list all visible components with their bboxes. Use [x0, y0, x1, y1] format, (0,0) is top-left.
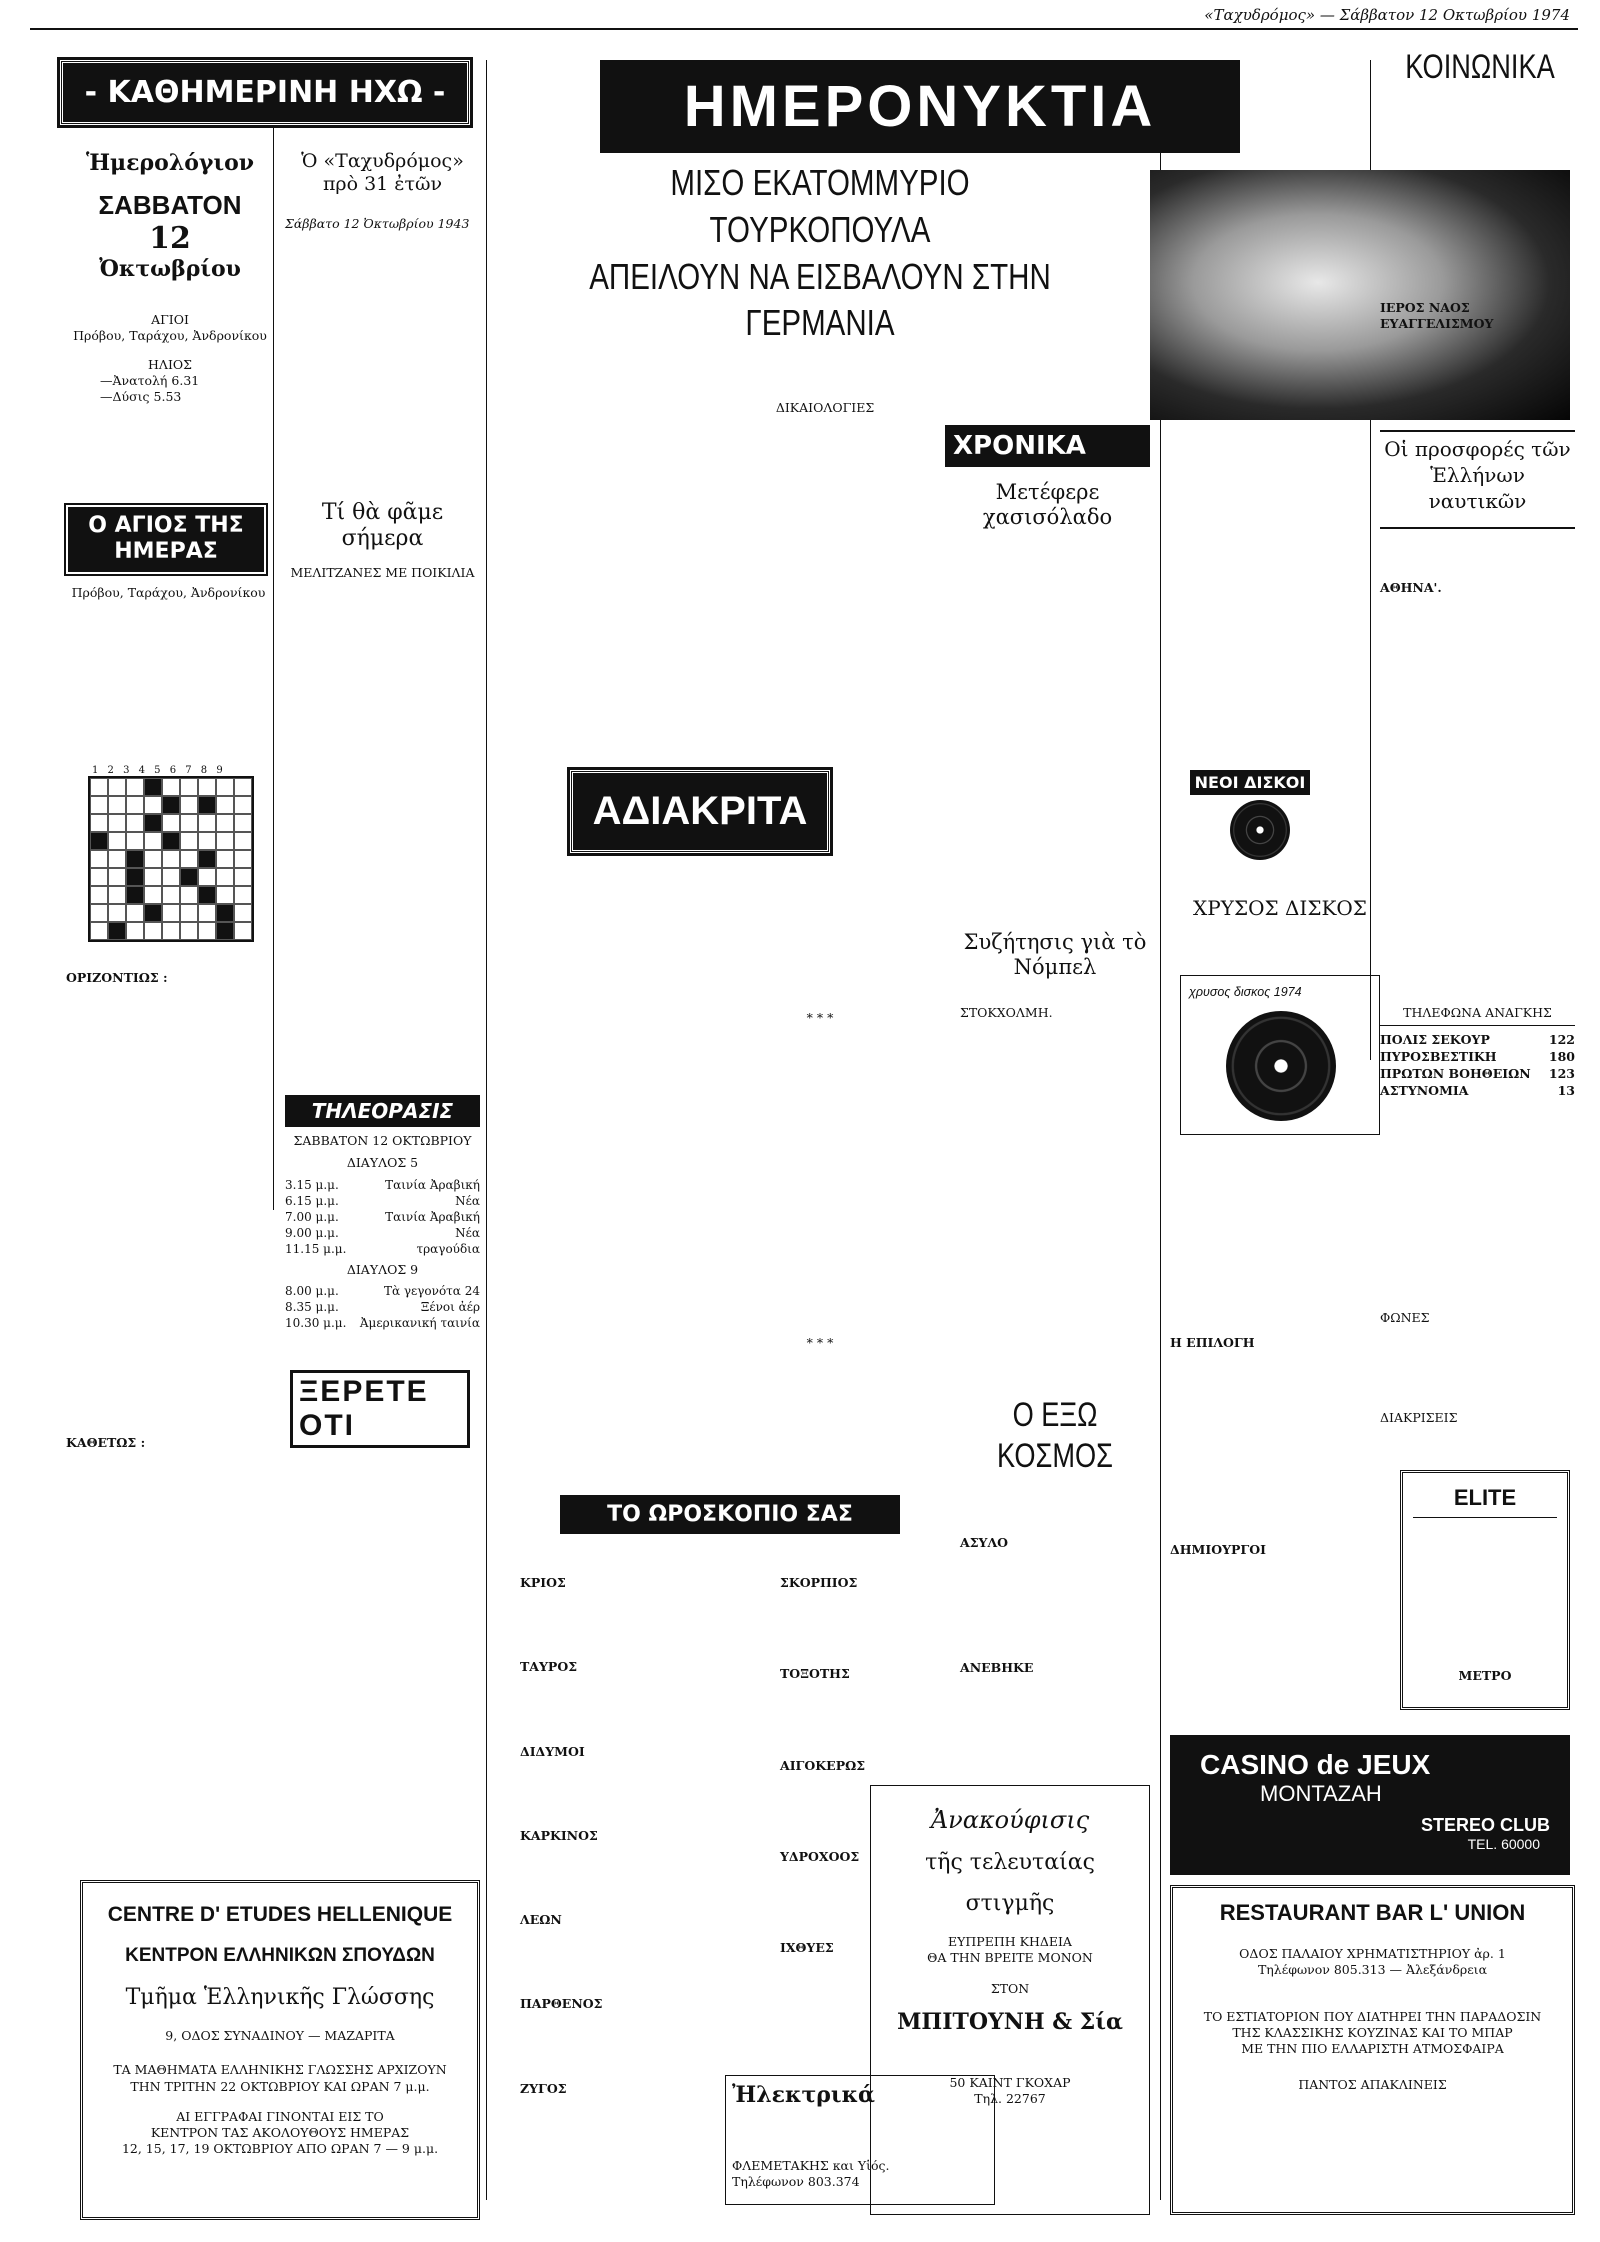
restaurant-ad — [1170, 1885, 1575, 2215]
tv-time: 10.30 μ.μ. — [285, 1315, 347, 1330]
tv-date: ΣΑΒΒΑΤΟΝ 12 ΟΚΤΩΒΡΙΟΥ — [293, 1133, 472, 1148]
tv-show: τραγούδια — [416, 1241, 480, 1256]
crossword-cell — [144, 904, 162, 922]
crossword-cell — [162, 850, 180, 868]
crossword-cell — [234, 850, 252, 868]
recipe-title: Τί θὰ φᾶμε σήμερα — [321, 500, 444, 552]
years-ago — [285, 150, 480, 510]
zodiac-sign: ΚΑΡΚΙΝΟΣ — [520, 1827, 598, 1843]
crossword-cell — [108, 778, 126, 796]
crossword-cell — [198, 778, 216, 796]
tv-listing — [285, 1316, 480, 1330]
gold-record-icon — [1226, 1011, 1336, 1121]
elite-ad: ELITE ΜΕΤΡΟ — [1400, 1470, 1570, 1710]
kathimerini-banner: - ΚΑΘΗΜΕΡΙΝΗ ΗΧΩ - — [60, 60, 470, 130]
tv-guide — [285, 1095, 480, 1355]
crossword-cell — [108, 886, 126, 904]
stokholm-label: ΣΤΟΚΧΟΛΜΗ. — [960, 1005, 1053, 1020]
funeral-line-1: Ἀνακούφισις — [930, 1806, 1090, 1834]
tv-listing — [285, 1226, 480, 1240]
crossword-cell — [216, 904, 234, 922]
centre-line-2: ΚΕΝΤΡΟΝ ΕΛΛΗΝΙΚΩΝ ΣΠΟΥΔΩΝ — [125, 1945, 435, 1966]
funeral-line-8: 50 ΚΑΙΝΤ ΓΚΟΧΑΡ — [949, 2074, 1071, 2090]
crossword-cell — [90, 814, 108, 832]
phone-name: ΠΡΩΤΩΝ ΒΟΗΘΕΙΩΝ — [1380, 1066, 1531, 1082]
crossword-cell — [90, 922, 108, 940]
phone-row — [1380, 1032, 1575, 1047]
crossword-cell — [180, 850, 198, 868]
column-rule — [486, 60, 487, 2200]
funeral-line-3: στιγμῆς — [965, 1891, 1055, 1916]
crossword-cell — [144, 922, 162, 940]
portrait-photo — [1150, 170, 1570, 420]
crossword-cell — [144, 868, 162, 886]
tv-channel-9: ΔΙΑΥΛΟΣ 9 — [346, 1261, 419, 1277]
crossword-cell — [234, 886, 252, 904]
recipe — [285, 500, 480, 1060]
crossword-cell — [144, 850, 162, 868]
crossword-cell — [126, 814, 144, 832]
dikaiologies-title: ΔΙΚΑΙΟΛΟΓΙΕΣ — [775, 400, 875, 415]
phone-row — [1380, 1049, 1575, 1064]
adiakrita-banner: ΑΔΙΑΚΡΙΤΑ — [570, 770, 830, 880]
rest-line-4: ΤΟ ΕΣΤΙΑΤΟΡΙΟΝ ΠΟΥ ΔΙΑΤΗΡΕΙ ΤΗΝ ΠΑΡΑΔΟΣΙΝ — [1203, 2008, 1542, 2024]
crossword-cell — [90, 868, 108, 886]
xronika-title: Μετέφερε χασισόλαδο — [982, 480, 1113, 530]
centre-line-8: ΚΕΝΤΡΟΝ ΤΑΣ ΑΚΟΛΟΥΘΟΥΣ ΗΜΕΡΑΣ — [150, 2125, 410, 2140]
xerete-oti: ΞΕΡΕΤΕ ΟΤΙ — [290, 1370, 470, 1440]
funeral-ad — [870, 1785, 1150, 2215]
crossword-cell — [198, 904, 216, 922]
headline-1: ΜΙΣΟ ΕΚΑΤΟΜΜΥΡΙΟ ΤΟΥΡΚΟΠΟΥΛΑ — [670, 162, 970, 250]
tv-time: 7.00 μ.μ. — [285, 1209, 339, 1224]
tv-listing — [285, 1242, 480, 1256]
tv-time: 6.15 μ.μ. — [285, 1193, 339, 1208]
crossword-cell — [180, 886, 198, 904]
crossword-cell — [198, 832, 216, 850]
masthead-rule — [30, 28, 1578, 30]
tv-channel-5: ΔΙΑΥΛΟΣ 5 — [346, 1155, 419, 1171]
agios-box: Ο ΑΓΙΟΣ ΤΗΣ ΗΜΕΡΑΣ — [66, 505, 266, 580]
tv-time: 8.35 μ.μ. — [285, 1299, 339, 1314]
crossword-cell — [180, 796, 198, 814]
kathetos-label: ΚΑΘΕΤΩΣ : — [66, 1435, 146, 1450]
crossword-numbers: 1 2 3 4 5 6 7 8 9 — [92, 765, 226, 776]
crossword-cell — [144, 778, 162, 796]
phone-row — [1380, 1083, 1575, 1098]
crossword-cell — [216, 778, 234, 796]
tv-listing — [285, 1300, 480, 1314]
crossword-cell — [216, 814, 234, 832]
crossword-cell — [108, 868, 126, 886]
xrysos-disc-photo: χρυσος δισκος 1974 — [1180, 975, 1380, 1135]
flemetakis-phone: Τηλέφωνον 803.374 — [732, 2174, 860, 2190]
centre-line-7: ΑΙ ΕΓΓΡΑΦΑΙ ΓΙΝΟΝΤΑΙ ΕΙΣ ΤΟ — [176, 2108, 384, 2124]
xronika-banner: ΧΡΟΝΙΚΑ — [945, 425, 1150, 475]
zodiac-sign: ΖΥΓΟΣ — [520, 2080, 567, 2096]
ieros-naos: ΙΕΡΟΣ ΝΑΟΣ ΕΥΑΓΓΕΛΙΣΜΟΥ — [1380, 300, 1494, 332]
horoscope-signs-left — [520, 1575, 770, 2097]
crossword-cell — [162, 868, 180, 886]
tv-show: Ταινία Ἀραβική — [385, 1177, 480, 1192]
exo-kosmos-title: Ο ΕΞΩ ΚΟΣΜΟΣ — [997, 1396, 1113, 1475]
divider-stars-1: * * * — [806, 1010, 834, 1025]
crossword-cell — [144, 814, 162, 832]
tv-listing — [285, 1210, 480, 1224]
tv-show: Τὰ γεγονότα 24 — [383, 1283, 480, 1298]
rest-line-2: ΟΔΟΣ ΠΑΛΑΙΟΥ ΧΡΗΜΑΤΙΣΤΗΡΙΟΥ ἀρ. 1 — [1239, 1946, 1506, 1961]
athina-label: ΑΘΗΝΑ'. — [1380, 580, 1442, 595]
crossword-cell — [144, 796, 162, 814]
rest-line-6: ΜΕ ΤΗΝ ΠΙΟ ΕΛΛΑΡΙΣΤΗ ΑΤΜΟΣΦΑΙΡΑ — [1241, 2041, 1504, 2056]
crossword-cell — [126, 868, 144, 886]
crossword-cell — [216, 868, 234, 886]
sunset: —Δύσις 5.53 — [100, 389, 182, 404]
casino-ad: CASINO de JEUX ΜΟΝΤΑΖΑΗ STEREO CLUB TEL. 60000 — [1170, 1735, 1570, 1875]
crossword-cell — [216, 850, 234, 868]
crossword-grid — [88, 776, 254, 942]
zodiac-sign: ΔΙΔΥΜΟΙ — [520, 1743, 585, 1759]
crossword-cell — [162, 778, 180, 796]
crossword-cell — [144, 832, 162, 850]
epilogi-label: Η ΕΠΙΛΟΓΗ — [1170, 1335, 1255, 1350]
crossword-cell — [108, 832, 126, 850]
crossword-cell — [90, 886, 108, 904]
list-diakriseis: ΔΙΑΚΡΙΣΕΙΣ — [1380, 1410, 1458, 1425]
phone-name: ΑΣΤΥΝΟΜΙΑ — [1380, 1083, 1469, 1099]
phone-number: 13 — [1557, 1083, 1575, 1099]
neoi-diskoi: ΝΕΟΙ ΔΙΣΚΟΙ — [1170, 770, 1350, 880]
crossword-cell — [234, 796, 252, 814]
crossword-cell — [234, 832, 252, 850]
zodiac-sign: ΠΑΡΘΕΝΟΣ — [520, 1996, 603, 2012]
tv-time: 8.00 μ.μ. — [285, 1283, 339, 1298]
centre-line-4: 9, ΟΔΟΣ ΣΥΝΑΔΙΝΟΥ — ΜΑΖΑΡΙΤΑ — [165, 2028, 395, 2043]
crossword-cell — [234, 814, 252, 832]
phone-row — [1380, 1066, 1575, 1081]
crossword-cell — [198, 886, 216, 904]
crossword-cell — [234, 904, 252, 922]
zodiac-sign: ΤΑΥΡΟΣ — [520, 1659, 578, 1675]
crossword-cell — [126, 832, 144, 850]
years-title: Ὁ «Ταχυδρόμος» πρὸ 31 ἐτῶν — [301, 150, 464, 195]
funeral-line-9: Τηλ. 22767 — [974, 2091, 1046, 2106]
zodiac-sign: ΙΧΘΥΕΣ — [780, 1940, 834, 1955]
tv-time: 9.00 μ.μ. — [285, 1225, 339, 1240]
centre-etudes-ad — [80, 1880, 480, 2220]
phone-name: ΠΟΛΙΣ ΣΕΚΟΥΡ — [1380, 1032, 1490, 1048]
ilektrika-title: Ἠλεκτρικά — [732, 2082, 875, 2108]
centre-line-6: ΤΗΝ ΤΡΙΤΗΝ 22 ΟΚΤΩΒΡΙΟΥ ΚΑΙ ΩΡΑΝ 7 μ.μ. — [130, 2078, 430, 2094]
crossword-cell — [90, 904, 108, 922]
funeral-line-4: ΕΥΠΡΕΠΗ ΚΗΔΕΙΑ — [948, 1934, 1072, 1949]
emergency-phones — [1380, 1005, 1575, 1135]
tv-time: 11.15 μ.μ. — [285, 1241, 347, 1256]
anevike-label: ΑΝΕΒΗΚΕ — [960, 1660, 1034, 1675]
crossword-cell — [90, 796, 108, 814]
crossword-cell — [216, 922, 234, 940]
crossword-cell — [234, 922, 252, 940]
crossword-cell — [180, 832, 198, 850]
tv-show: Ταινία Ἀραβική — [385, 1209, 480, 1224]
phone-number: 180 — [1548, 1049, 1575, 1065]
saints-title: ΑΓΙΟΙ — [151, 312, 189, 327]
crossword-cell — [108, 904, 126, 922]
crossword-cell — [180, 922, 198, 940]
tv-show: Νέα — [455, 1193, 480, 1208]
headline-2: ΑΠΕΙΛΟΥΝ ΝΑ ΕΙΣΒΑΛΟΥΝ ΣΤΗΝ ΓΕΡΜΑΝΙΑ — [589, 255, 1051, 344]
crossword-cell — [144, 886, 162, 904]
recipe-sub: ΜΕΛΙΤΖΑΝΕΣ ΜΕ ΠΟΙΚΙΛΙΑ — [290, 564, 475, 580]
years-date: Σάββατο 12 Ὀκτωβρίου 1943 — [285, 215, 470, 231]
crossword-cell — [198, 796, 216, 814]
crossword-cell — [198, 850, 216, 868]
tv-show: Νέα — [455, 1225, 480, 1240]
almanac-day: ΣΑΒΒΑΤΟΝ — [98, 190, 242, 220]
tv5-list — [285, 1178, 480, 1256]
crossword-cell — [216, 886, 234, 904]
centre-line-9: 12, 15, 17, 19 ΟΚΤΩΒΡΙΟΥ ΑΠΟ ΩΡΑΝ 7 — 9 μ.μ. — [121, 2141, 439, 2157]
sunrise: —Ἀνατολή 6.31 — [100, 372, 200, 388]
phone-number: 123 — [1548, 1066, 1575, 1082]
rest-line-1: RESTAURANT BAR L' UNION — [1219, 1900, 1526, 1925]
crossword-cell — [126, 778, 144, 796]
flemetakis: ΦΛΕΜΕΤΑΚΗΣ και Υἱός. — [732, 2158, 890, 2173]
rest-line-3: Τηλέφωνον 805.313 — Ἀλεξάνδρεια — [1257, 1962, 1488, 1978]
phone-number: 122 — [1548, 1032, 1575, 1048]
masthead-line: «Ταχυδρόμος» — Σάββατον 12 Οκτωβρίου 1974 — [1204, 6, 1570, 24]
crossword-cell — [90, 832, 108, 850]
orizontios-label: ΟΡΙΖΟΝΤΙΩΣ : — [66, 970, 168, 985]
crossword-cell — [126, 850, 144, 868]
divider-stars-2: * * * — [806, 1335, 834, 1350]
imeronyktia-banner: ΗΜΕΡΟΝΥΚΤΙΑ — [600, 60, 1240, 150]
crossword-cell — [180, 814, 198, 832]
crossword-cell — [198, 814, 216, 832]
crossword-cell — [198, 922, 216, 940]
phones-list — [1380, 1032, 1575, 1098]
crossword-cell — [126, 904, 144, 922]
tv-listing — [285, 1178, 480, 1192]
funeral-line-5: ΘΑ ΤΗΝ ΒΡΕΙΤΕ ΜΟΝΟΝ — [927, 1950, 1093, 1966]
tv-time: 3.15 μ.μ. — [285, 1177, 339, 1192]
column-rule — [273, 60, 274, 1210]
zodiac-sign: ΛΕΩΝ — [520, 1912, 562, 1927]
crossword-cell — [234, 868, 252, 886]
centre-line-5: ΤΑ ΜΑΘΗΜΑΤΑ ΕΛΛΗΝΙΚΗΣ ΓΛΩΣΣΗΣ ΑΡΧΙΖΟΥΝ — [113, 2062, 447, 2078]
nobel-title: Συζήτησις γιὰ τὸ Νόμπελ — [963, 930, 1147, 980]
crossword-cell — [162, 922, 180, 940]
dimiourgoi-label: ΔΗΜΙΟΥΡΓΟΙ — [1170, 1542, 1267, 1557]
crossword-cell — [126, 922, 144, 940]
agios-text: Πρόβου, Ταράχου, Ἀνδρονίκου — [71, 585, 266, 600]
asylo-label: ΑΣΥΛΟ — [960, 1535, 1009, 1550]
tv-show: Ξένοι ἀέρ — [420, 1299, 480, 1314]
crossword-cell — [180, 904, 198, 922]
funeral-line-7: ΜΠΙΤΟΥΝΗ & Σία — [897, 2008, 1123, 2035]
crossword-cell — [234, 778, 252, 796]
centre-line-3: Τμῆμα Ἑλληνικῆς Γλώσσης — [125, 1985, 435, 2010]
tv-listing — [285, 1194, 480, 1208]
crossword-cell — [108, 850, 126, 868]
almanac — [70, 150, 270, 510]
crossword-cell — [108, 796, 126, 814]
rest-line-7: ΠΑΝΤΟΣ ΑΠΑΚΛΙΝΕΙΣ — [1298, 2077, 1447, 2093]
tv-listing — [285, 1284, 480, 1298]
main-headline — [500, 160, 1140, 344]
crossword-cell — [126, 886, 144, 904]
almanac-title: Ἡμερολόγιον — [85, 150, 255, 176]
crossword-cell — [198, 868, 216, 886]
crossword-cell — [90, 778, 108, 796]
sun-title: ΗΛΙΟΣ — [148, 356, 192, 372]
tv-show: Ἀμερικανική ταινία — [359, 1315, 480, 1330]
zodiac-sign: ΚΡΙΟΣ — [520, 1575, 566, 1590]
saints-names: Πρόβου, Ταράχου, Ἀνδρονίκου — [73, 328, 267, 344]
crossword-cell — [162, 886, 180, 904]
elite-metro: ΜΕΤΡΟ — [1458, 1668, 1512, 1683]
phones-title: ΤΗΛΕΦΩΝΑ ΑΝΑΓΚΗΣ — [1380, 1005, 1575, 1026]
almanac-month: Ὀκτωβρίου — [99, 256, 241, 282]
koinonika-title: ΚΟΙΝΩΝΙΚΑ — [1405, 48, 1555, 86]
zodiac-sign: ΤΟΞΟΤΗΣ — [780, 1666, 850, 1682]
list-fones: ΦΩΝΕΣ — [1380, 1310, 1430, 1325]
crossword-cell — [162, 814, 180, 832]
phone-name: ΠΥΡΟΣΒΕΣΤΙΚΗ — [1380, 1049, 1497, 1065]
zodiac-sign: ΥΔΡΟΧΟΟΣ — [780, 1848, 860, 1864]
tv9-list — [285, 1284, 480, 1330]
almanac-date: 12 — [149, 221, 191, 256]
crossword-cell — [108, 814, 126, 832]
record-disc-icon — [1230, 800, 1290, 860]
centre-line-1: CENTRE D' ETUDES HELLENIQUE — [107, 1903, 453, 1926]
funeral-line-6: ΣΤΟΝ — [990, 1980, 1030, 1996]
crossword-cell — [180, 778, 198, 796]
prosfores-title: Οἱ προσφορές τῶν Ἑλλήνων ναυτικῶν — [1380, 430, 1575, 529]
zodiac-sign: ΣΚΟΡΠΙΟΣ — [780, 1575, 858, 1590]
crossword-cell — [162, 904, 180, 922]
xrysos-diskos-title: ΧΡΥΣΟΣ ΔΙΣΚΟΣ — [1193, 896, 1367, 920]
tv-title: ΤΗΛΕΟΡΑΣΙΣ — [285, 1095, 480, 1127]
crossword-cell — [126, 796, 144, 814]
crossword-cell — [162, 832, 180, 850]
rest-line-5: ΤΗΣ ΚΛΑΣΣΙΚΗΣ ΚΟΥΖΙΝΑΣ ΚΑΙ ΤΟ ΜΠΑΡ — [1232, 2024, 1513, 2040]
crossword — [88, 765, 268, 960]
crossword-cell — [90, 850, 108, 868]
crossword-cell — [180, 868, 198, 886]
horoscope-banner: ΤΟ ΩΡΟΣΚΟΠΙΟ ΣΑΣ — [560, 1495, 900, 1539]
crossword-cell — [162, 796, 180, 814]
zodiac-sign: ΑΙΓΟΚΕΡΩΣ — [780, 1757, 866, 1773]
funeral-line-2: τῆς τελευταίας — [925, 1850, 1095, 1875]
crossword-cell — [216, 832, 234, 850]
crossword-cell — [216, 796, 234, 814]
crossword-cell — [108, 922, 126, 940]
